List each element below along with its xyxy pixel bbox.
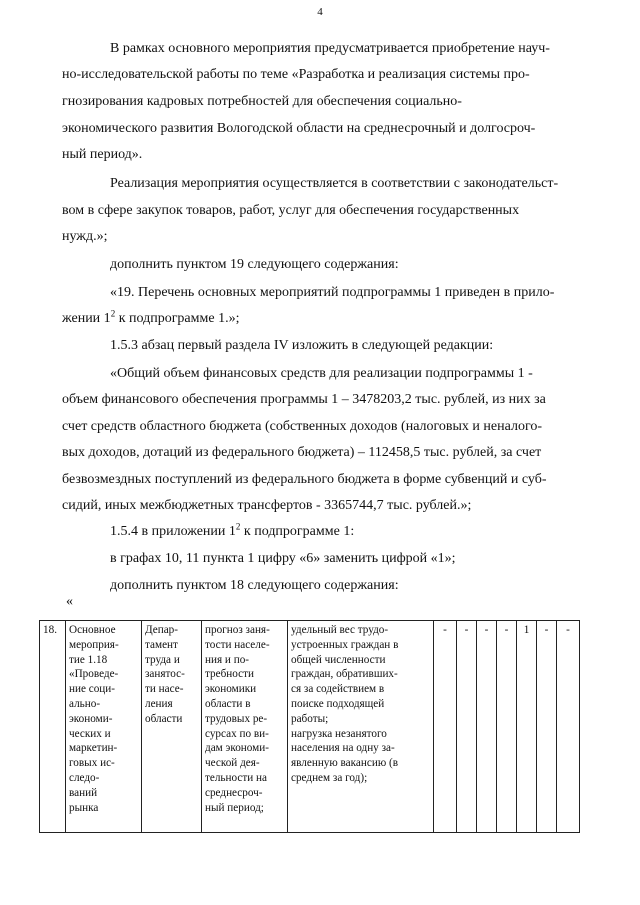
cell-value: -: [457, 621, 477, 833]
p6-line: счет средств областного бюджета (собственных доходов (налоговых и неналого-: [62, 419, 542, 434]
p4-text: жении 1: [62, 311, 111, 326]
p8-line: в графах 10, 11 пункта 1 цифру «6» заменить цифрой «1»;: [110, 551, 456, 566]
p6-line: объем финансового обеспечения программы 1 – 3478203,2 тыс. рублей, из них за: [62, 392, 546, 407]
p6-line: безвозмездных поступлений из федерального бюджета в форме субвенций и суб-: [62, 472, 547, 487]
table-row-18: [39, 620, 580, 833]
p6-line: сидий, иных межбюджетных трансфертов - 3365744,7 тыс. рублей.»;: [62, 498, 472, 513]
cell-department: Депар- тамент труда и занятос- ти насе- ления области: [142, 621, 202, 833]
cell-number: 18.: [40, 621, 66, 833]
p1-line: экономического развития Вологодской области на среднесрочный и долгосроч-: [62, 121, 536, 136]
p4-line: [62, 310, 239, 328]
p6-line: «Общий объем финансовых средств для реализации подпрограммы 1 -: [110, 366, 533, 381]
cell-value: -: [537, 621, 557, 833]
cell-value: 1: [517, 621, 537, 833]
p6-line: вых доходов, дотаций из федерального бюджета) – 112458,5 тыс. рублей, за счет: [62, 445, 542, 460]
p1-line: В рамках основного мероприятия предусматривается приобретение науч-: [110, 41, 550, 56]
page-number: 4: [317, 6, 323, 18]
cell-event: Основное мероприя- тие 1.18 «Проведе- ние соци- ально- экономи- ческих и маркетин- говых ис- следо- ваний рынка: [66, 621, 142, 833]
cell-result: прогноз заня- тости населе- ния и по- требности экономики области в трудовых ре- сурсах по ви- дам экономи- ческой дея- тельности на среднесроч- ный период;: [202, 621, 288, 833]
p1-line: но-исследовательской работы по теме «Разработка и реализация системы про-: [62, 67, 530, 82]
p9-line: дополнить пунктом 18 следующего содержания:: [110, 578, 399, 593]
cell-indicators: удельный вес трудо- устроенных граждан в общей численности граждан, обративших- ся за содействием в поиске подходящей работы; нагрузка незанятого населения на одну за- явленную вакансию (в среднем за год);: [288, 621, 434, 833]
open-quote: «: [66, 594, 73, 609]
table-row: [40, 621, 580, 833]
p4-line: «19. Перечень основных мероприятий подпрограммы 1 приведен в прило-: [110, 285, 555, 300]
p4-text: к подпрограмме 1.»;: [115, 311, 240, 326]
cell-value: -: [497, 621, 517, 833]
p3-line: дополнить пунктом 19 следующего содержания:: [110, 257, 399, 272]
superscript: 2: [110, 308, 116, 319]
p7-line: [110, 523, 354, 541]
cell-value: -: [477, 621, 497, 833]
p1-line: гнозирования кадровых потребностей для обеспечения социально-: [62, 94, 462, 109]
p7-text: к подпрограмме 1:: [240, 524, 355, 539]
superscript: 2: [235, 521, 241, 532]
p2-line: Реализация мероприятия осуществляется в соответствии с законодательст-: [110, 176, 559, 191]
p5-line: 1.5.3 абзац первый раздела IV изложить в следующей редакции:: [110, 338, 494, 353]
cell-value: -: [434, 621, 457, 833]
p1-line: ный период».: [62, 147, 143, 162]
p7-text: 1.5.4 в приложении 1: [110, 524, 236, 539]
p2-line: вом в сфере закупок товаров, работ, услуг для обеспечения государственных: [62, 203, 520, 218]
cell-value: -: [557, 621, 580, 833]
p2-line: нужд.»;: [62, 229, 108, 244]
